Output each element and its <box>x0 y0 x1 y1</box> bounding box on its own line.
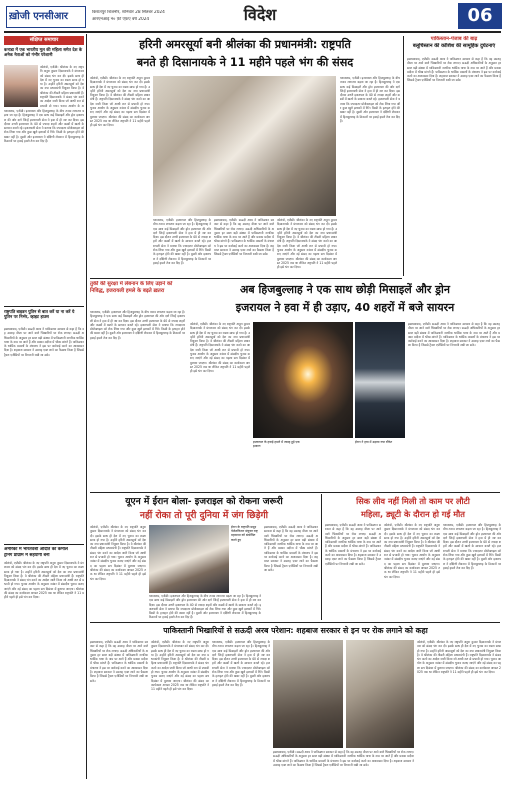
srilanka-rule-right <box>403 36 404 276</box>
story-iran <box>90 494 318 620</box>
missile-body-3: इस्लामाबाद, एजेंसी। सऊदी अरब ने पाकिस्तान सरकार से कहा है कि वह उमराह वीजा पर आने वाले भिखारियों पर रोक लगाए। सऊदी अधिकारियों के अनुसार हर साल बड़ी संख्या में पाकिस्तानी नागरिक धार्मिक यात्रा के नाम पर आते हैं और मक्का मदीना में भीख मांगते हैं। पाकिस्तान के धार्मिक मामलों के मंत्रालय ने इस पर कार्रवाई करने का आश्वासन दिया है। शहबाज सरकार ने उमराह एक्ट लाने का फैसला किया है जिससे ट्रैवल एजेंसियों पर निगरानी रखी जा सके। <box>408 322 500 348</box>
iran-headline-1: यूएन में ईरान बोला- इजराइल को रोकना जरूरी <box>125 496 283 507</box>
iran-caption: ईरान के राष्ट्रपति मसूद पेजेशकियन संयुक्त राष्ट्र महासभा को संबोधित करते हुए <box>231 525 258 542</box>
brief-tag: संक्षिप्त समाचार <box>29 37 59 43</box>
brief-3-headline: अमेरिका में भारतवंशी अदिति का कमाल <box>4 547 68 552</box>
rule-mid-1 <box>90 278 402 279</box>
beggars-photo-1 <box>273 640 343 748</box>
srilanka-photo <box>153 76 336 216</box>
sick-body-1: इस्लामाबाद, एजेंसी। सऊदी अरब ने पाकिस्तान सरकार से कहा है कि वह उमराह वीजा पर आने वाले भिखारियों पर रोक लगाए। सऊदी अधिकारियों के अनुसार हर साल बड़ी संख्या में पाकिस्तानी नागरिक धार्मिक यात्रा के नाम पर आते हैं और मक्का मदीना में भीख मांगते हैं। पाकिस्तान के धार्मिक मामलों के मंत्रालय ने इस पर कार्रवाई करने का आश्वासन दिया है। शहबाज सरकार ने उमराह एक्ट लाने का फैसला किया है जिससे ट्रैवल एजेंसियों पर निगरानी रखी जा सके। <box>325 523 381 566</box>
srilanka-body-1: कोलंबो, एजेंसी। श्रीलंका के नए राष्ट्रपति अनुरा कुमार दिसानायके ने मंगलवार को संसद भंग कर दी। इसके साथ ही देश में नए चुनाव का रास्ता साफ हो गया है। उन्होंने हरिनी अमरसूर्या को देश का नया प्रधानमंत्री नियुक्त किया है। वे श्रीलंका की तीसरी महिला प्रधानमंत्री हैं। राष्ट्रपति दिसानायके ने संसद भंग करने का आदेश जारी किया जो आधी रात से प्रभावी हो गया। चुनाव आयोग के अनुसार नवंबर में संसदीय चुनाव कराए जाएंगे और नई संसद का पहला सत्र दिसंबर में बुलाया जाएगा। श्रीलंका की संसद का कार्यकाल अगस्त 2025 तक था लेकिन राष्ट्रपति ने 11 महीने पहले ही इसे भंग कर दिया। <box>90 76 150 128</box>
srilanka-body-2: यरूशलम, एजेंसी। इजरायल और हिजबुल्लाह के बीच तनाव लगातार बढ़ता जा रहा है। हिजबुल्लाह ने एक साथ कई मिसाइलें और ड्रोन इजरायल की ओर दागे जिन्हें इजरायली सेना ने हवा में ही नष्ट कर दिया। इस दौरान उत्तरी इजरायल के 40 से ज्यादा शहरों और कस्बों में खतरे के सायरन बजते रहे। इजरायली सेना ने बताया कि ज्यादातर प्रोजेक्टाइल को रोक लिया गया और कुछ खुले इलाकों में गिरे। किसी के हताहत होने की खबर नहीं है। दूसरी ओर इजरायल ने दक्षिणी लेबनान में हिजबुल्लाह के ठिकानों पर हवाई हमले तेज कर दिए हैं। <box>153 218 211 265</box>
page-number: 06 <box>467 5 493 26</box>
sick-body-2: कोलंबो, एजेंसी। श्रीलंका के नए राष्ट्रपति अनुरा कुमार दिसानायके ने मंगलवार को संसद भंग कर दी। इसके साथ ही देश में नए चुनाव का रास्ता साफ हो गया है। उन्होंने हरिनी अमरसूर्या को देश का नया प्रधानमंत्री नियुक्त किया है। वे श्रीलंका की तीसरी महिला प्रधानमंत्री हैं। राष्ट्रपति दिसानायके ने संसद भंग करने का आदेश जारी किया जो आधी रात से प्रभावी हो गया। चुनाव आयोग के अनुसार नवंबर में संसदीय चुनाव कराए जाएंगे और नई संसद का पहला सत्र दिसंबर में बुलाया जाएगा। श्रीलंका की संसद का कार्यकाल अगस्त 2025 तक था लेकिन राष्ट्रपति ने 11 महीने पहले ही इसे भंग कर दिया। <box>384 523 440 579</box>
pak-flood-headline: बलूचिस्तान की कोशिश की सामूहिक दुर्घटनाएं <box>412 43 496 49</box>
srilanka-body-3: इस्लामाबाद, एजेंसी। सऊदी अरब ने पाकिस्तान सरकार से कहा है कि वह उमराह वीजा पर आने वाले भिखारियों पर रोक लगाए। सऊदी अधिकारियों के अनुसार हर साल बड़ी संख्या में पाकिस्तानी नागरिक धार्मिक यात्रा के नाम पर आते हैं और मक्का मदीना में भीख मांगते हैं। पाकिस्तान के धार्मिक मामलों के मंत्रालय ने इस पर कार्रवाई करने का आश्वासन दिया है। शहबाज सरकार ने उमराह एक्ट लाने का फैसला किया है जिससे ट्रैवल एजेंसियों पर निगरानी रखी जा सके। <box>214 218 274 257</box>
iran-body-1: कोलंबो, एजेंसी। श्रीलंका के नए राष्ट्रपति अनुरा कुमार दिसानायके ने मंगलवार को संसद भंग कर दी। इसके साथ ही देश में नए चुनाव का रास्ता साफ हो गया है। उन्होंने हरिनी अमरसूर्या को देश का नया प्रधानमंत्री नियुक्त किया है। वे श्रीलंका की तीसरी महिला प्रधानमंत्री हैं। राष्ट्रपति दिसानायके ने संसद भंग करने का आदेश जारी किया जो आधी रात से प्रभावी हो गया। चुनाव आयोग के अनुसार नवंबर में संसदीय चुनाव कराए जाएंगे और नई संसद का पहला सत्र दिसंबर में बुलाया जाएगा। श्रीलंका की संसद का कार्यकाल अगस्त 2025 तक था लेकिन राष्ट्रपति ने 11 महीने पहले ही इसे भंग कर दिया। <box>90 525 146 581</box>
brief-3-body: कोलंबो, एजेंसी। श्रीलंका के नए राष्ट्रपति अनुरा कुमार दिसानायके ने मंगलवार को संसद भंग कर दी। इसके साथ ही देश में नए चुनाव का रास्ता साफ हो गया है। उन्होंने हरिनी अमरसूर्या को देश का नया प्रधानमंत्री नियुक्त किया है। वे श्रीलंका की तीसरी महिला प्रधानमंत्री हैं। राष्ट्रपति दिसानायके ने संसद भंग करने का आदेश जारी किया जो आधी रात से प्रभावी हो गया। चुनाव आयोग के अनुसार नवंबर में संसदीय चुनाव कराए जाएंगे और नई संसद का पहला सत्र दिसंबर में बुलाया जाएगा। श्रीलंका की संसद का कार्यकाल अगस्त 2025 तक था लेकिन राष्ट्रपति ने 11 महीने पहले ही इसे भंग कर दिया। <box>4 561 84 600</box>
iran-headline-2: नहीं रोका तो पूरी दुनिया में जंग छिड़ेगी <box>139 510 269 521</box>
sick-headline-1: सिक लीव नहीं मिली तो काम पर लौटी <box>356 496 470 506</box>
missile-kicker: तुर्की की सुरक्षा में लेबनान के लिए उड़ाने को निविद्ध, इजरायली हमले के बढ़ते ख़तरा <box>90 281 173 294</box>
left-column-rule <box>86 34 87 779</box>
brief-2-body: इस्लामाबाद, एजेंसी। सऊदी अरब ने पाकिस्तान सरकार से कहा है कि वह उमराह वीजा पर आने वाले भिखारियों पर रोक लगाए। सऊदी अधिकारियों के अनुसार हर साल बड़ी संख्या में पाकिस्तानी नागरिक धार्मिक यात्रा के नाम पर आते हैं और मक्का मदीना में भीख मांगते हैं। पाकिस्तान के धार्मिक मामलों के मंत्रालय ने इस पर कार्रवाई करने का आश्वासन दिया है। शहबाज सरकार ने उमराह एक्ट लाने का फैसला किया है जिससे ट्रैवल एजेंसियों पर निगरानी रखी जा सके। <box>4 327 84 357</box>
srilanka-body-4: कोलंबो, एजेंसी। श्रीलंका के नए राष्ट्रपति अनुरा कुमार दिसानायके ने मंगलवार को संसद भंग कर दी। इसके साथ ही देश में नए चुनाव का रास्ता साफ हो गया है। उन्होंने हरिनी अमरसूर्या को देश का नया प्रधानमंत्री नियुक्त किया है। वे श्रीलंका की तीसरी महिला प्रधानमंत्री हैं। राष्ट्रपति दिसानायके ने संसद भंग करने का आदेश जारी किया जो आधी रात से प्रभावी हो गया। चुनाव आयोग के अनुसार नवंबर में संसदीय चुनाव कराए जाएंगे और नई संसद का पहला सत्र दिसंबर में बुलाया जाएगा। श्रीलंका की संसद का कार्यकाल अगस्त 2025 तक था लेकिन राष्ट्रपति ने 11 महीने पहले ही इसे भंग कर दिया। <box>277 218 337 270</box>
section-title: विदेश <box>243 5 277 24</box>
missile-caption-1: इजरायल के हवाई हमले में तबाह हुई एक इमारत <box>253 440 300 449</box>
masthead <box>0 0 505 34</box>
missile-photo-2b <box>355 322 405 438</box>
brief-divider-1 <box>4 306 84 307</box>
srilanka-headline-2: बनते ही दिसानायके ने 11 महीने पहले भंग की संसद <box>136 56 354 69</box>
iran-body-2: यरूशलम, एजेंसी। इजरायल और हिजबुल्लाह के बीच तनाव लगातार बढ़ता जा रहा है। हिजबुल्लाह ने एक साथ कई मिसाइलें और ड्रोन इजरायल की ओर दागे जिन्हें इजरायली सेना ने हवा में ही नष्ट कर दिया। इस दौरान उत्तरी इजरायल के 40 से ज्यादा शहरों और कस्बों में खतरे के सायरन बजते रहे। इजरायली सेना ने बताया कि ज्यादातर प्रोजेक्टाइल को रोक लिया गया और कुछ खुले इलाकों में गिरे। किसी के हताहत होने की खबर नहीं है। दूसरी ओर इजरायल ने दक्षिणी लेबनान में हिजबुल्लाह के ठिकानों पर हवाई हमले तेज कर दिए हैं। <box>149 594 261 619</box>
brief-1-body-cont: यरूशलम, एजेंसी। इजरायल और हिजबुल्लाह के बीच तनाव लगातार बढ़ता जा रहा है। हिजबुल्लाह ने एक साथ कई मिसाइलें और ड्रोन इजरायल की ओर दागे जिन्हें इजरायली सेना ने हवा में ही नष्ट कर दिया। इस दौरान उत्तरी इजरायल के 40 से ज्यादा शहरों और कस्बों में खतरे के सायरन बजते रहे। इजरायली सेना ने बताया कि ज्यादातर प्रोजेक्टाइल को रोक लिया गया और कुछ खुले इलाकों में गिरे। किसी के हताहत होने की खबर नहीं है। दूसरी ओर इजरायल ने दक्षिणी लेबनान में हिजबुल्लाह के ठिकानों पर हवाई हमले तेज कर दिए हैं। <box>4 109 84 144</box>
sick-headline-2: महिला, ड्यूटी के दौरान हो गई मौत <box>361 509 465 519</box>
sick-body-3: यरूशलम, एजेंसी। इजरायल और हिजबुल्लाह के बीच तनाव लगातार बढ़ता जा रहा है। हिजबुल्लाह ने एक साथ कई मिसाइलें और ड्रोन इजरायल की ओर दागे जिन्हें इजरायली सेना ने हवा में ही नष्ट कर दिया। इस दौरान उत्तरी इजरायल के 40 से ज्यादा शहरों और कस्बों में खतरे के सायरन बजते रहे। इजरायली सेना ने बताया कि ज्यादातर प्रोजेक्टाइल को रोक लिया गया और कुछ खुले इलाकों में गिरे। किसी के हताहत होने की खबर नहीं है। दूसरी ओर इजरायल ने दक्षिणी लेबनान में हिजबुल्लाह के ठिकानों पर हवाई हमले तेज कर दिए हैं। <box>443 523 501 570</box>
rule-mid-2 <box>90 492 500 493</box>
srilanka-headline-1: हरिनी अमरसूर्या बनी श्रीलंका की प्रधानमंत्री: राष्ट्रपति <box>139 38 351 51</box>
beggars-body-4: इस्लामाबाद, एजेंसी। सऊदी अरब ने पाकिस्तान सरकार से कहा है कि वह उमराह वीजा पर आने वाले भिखारियों पर रोक लगाए। सऊदी अधिकारियों के अनुसार हर साल बड़ी संख्या में पाकिस्तानी नागरिक धार्मिक यात्रा के नाम पर आते हैं और मक्का मदीना में भीख मांगते हैं। पाकिस्तान के धार्मिक मामलों के मंत्रालय ने इस पर कार्रवाई करने का आश्वासन दिया है। शहबाज सरकार ने उमराह एक्ट लाने का फैसला किया है जिससे ट्रैवल एजेंसियों पर निगरानी रखी जा सके। <box>273 750 414 767</box>
masthead-dateline: किरातपुर बिजनौर, शनिवार 28 सितंबर 2024 <box>92 10 165 15</box>
beggars-body-5: कोलंबो, एजेंसी। श्रीलंका के नए राष्ट्रपति अनुरा कुमार दिसानायके ने मंगलवार को संसद भंग कर दी। इसके साथ ही देश में नए चुनाव का रास्ता साफ हो गया है। उन्होंने हरिनी अमरसूर्या को देश का नया प्रधानमंत्री नियुक्त किया है। वे श्रीलंका की तीसरी महिला प्रधानमंत्री हैं। राष्ट्रपति दिसानायके ने संसद भंग करने का आदेश जारी किया जो आधी रात से प्रभावी हो गया। चुनाव आयोग के अनुसार नवंबर में संसदीय चुनाव कराए जाएंगे और नई संसद का पहला सत्र दिसंबर में बुलाया जाएगा। श्रीलंका की संसद का कार्यकाल अगस्त 2025 तक था लेकिन राष्ट्रपति ने 11 महीने पहले ही इसे भंग कर दिया। <box>417 640 501 675</box>
beggars-body-2: कोलंबो, एजेंसी। श्रीलंका के नए राष्ट्रपति अनुरा कुमार दिसानायके ने मंगलवार को संसद भंग कर दी। इसके साथ ही देश में नए चुनाव का रास्ता साफ हो गया है। उन्होंने हरिनी अमरसूर्या को देश का नया प्रधानमंत्री नियुक्त किया है। वे श्रीलंका की तीसरी महिला प्रधानमंत्री हैं। राष्ट्रपति दिसानायके ने संसद भंग करने का आदेश जारी किया जो आधी रात से प्रभावी हो गया। चुनाव आयोग के अनुसार नवंबर में संसदीय चुनाव कराए जाएंगे और नई संसद का पहला सत्र दिसंबर में बुलाया जाएगा। श्रीलंका की संसद का कार्यकाल अगस्त 2025 तक था लेकिन राष्ट्रपति ने 11 महीने पहले ही इसे भंग कर दिया। <box>151 640 209 692</box>
missile-body-1: यरूशलम, एजेंसी। इजरायल और हिजबुल्लाह के बीच तनाव लगातार बढ़ता जा रहा है। हिजबुल्लाह ने एक साथ कई मिसाइलें और ड्रोन इजरायल की ओर दागे जिन्हें इजरायली सेना ने हवा में ही नष्ट कर दिया। इस दौरान उत्तरी इजरायल के 40 से ज्यादा शहरों और कस्बों में खतरे के सायरन बजते रहे। इजरायली सेना ने बताया कि ज्यादातर प्रोजेक्टाइल को रोक लिया गया और कुछ खुले इलाकों में गिरे। किसी के हताहत होने की खबर नहीं है। दूसरी ओर इजरायल ने दक्षिणी लेबनान में हिजबुल्लाह के ठिकानों पर हवाई हमले तेज कर दिए हैं। <box>90 310 185 340</box>
brief-1-body: कोलंबो, एजेंसी। श्रीलंका के नए राष्ट्रपति अनुरा कुमार दिसानायके ने मंगलवार को संसद भंग कर दी। इसके साथ ही देश में नए चुनाव का रास्ता साफ हो गया है। उन्होंने हरिनी अमरसूर्या को देश का नया प्रधानमंत्री नियुक्त किया है। वे श्रीलंका की तीसरी महिला प्रधानमंत्री हैं। राष्ट्रपति दिसानायके ने संसद भंग करने का आदेश जारी किया जो आधी रात से प्रभावी हो गया। चुनाव आयोग के अ <box>40 65 84 107</box>
missile-headline-1: अब हिजबुल्लाह ने एक साथ छोड़ी मिसाइलें और ड्रोन <box>240 283 450 296</box>
masthead-logo: ख़ोजी एनसीआर <box>9 11 69 22</box>
beggars-body-1: इस्लामाबाद, एजेंसी। सऊदी अरब ने पाकिस्तान सरकार से कहा है कि वह उमराह वीजा पर आने वाले भिखारियों पर रोक लगाए। सऊदी अधिकारियों के अनुसार हर साल बड़ी संख्या में पाकिस्तानी नागरिक धार्मिक यात्रा के नाम पर आते हैं और मक्का मदीना में भीख मांगते हैं। पाकिस्तान के धार्मिक मामलों के मंत्रालय ने इस पर कार्रवाई करने का आश्वासन दिया है। शहबाज सरकार ने उमराह एक्ट लाने का फैसला किया है जिससे ट्रैवल एजेंसियों पर निगरानी रखी जा सके। <box>90 640 148 683</box>
pak-flood-body: इस्लामाबाद, एजेंसी। सऊदी अरब ने पाकिस्तान सरकार से कहा है कि वह उमराह वीजा पर आने वाले भिखारियों पर रोक लगाए। सऊदी अधिकारियों के अनुसार हर साल बड़ी संख्या में पाकिस्तानी नागरिक धार्मिक यात्रा के नाम पर आते हैं और मक्का मदीना में भीख मांगते हैं। पाकिस्तान के धार्मिक मामलों के मंत्रालय ने इस पर कार्रवाई करने का आश्वासन दिया है। शहबाज सरकार ने उमराह एक्ट लाने का फैसला किया है जिससे ट्रैवल एजेंसियों पर निगरानी रखी जा सके। <box>407 57 501 83</box>
beggars-headline: पाकिस्तानी भिखारियों से सऊदी अरब परेशान: शहबाज सरकार से इन पर रोक लगाने को कहा <box>163 626 428 635</box>
beggars-body-3: यरूशलम, एजेंसी। इजरायल और हिजबुल्लाह के बीच तनाव लगातार बढ़ता जा रहा है। हिजबुल्लाह ने एक साथ कई मिसाइलें और ड्रोन इजरायल की ओर दागे जिन्हें इजरायली सेना ने हवा में ही नष्ट कर दिया। इस दौरान उत्तरी इजरायल के 40 से ज्यादा शहरों और कस्बों में खतरे के सायरन बजते रहे। इजरायली सेना ने बताया कि ज्यादातर प्रोजेक्टाइल को रोक लिया गया और कुछ खुले इलाकों में गिरे। किसी के हताहत होने की खबर नहीं है। दूसरी ओर इजरायल ने दक्षिणी लेबनान में हिजबुल्लाह के ठिकानों पर हवाई हमले तेज कर दिए हैं। <box>212 640 270 687</box>
masthead-reg: आरएनआई नं० फ़ी एफ़ए वर्ष 2024 <box>92 17 150 22</box>
story-beggars <box>90 624 501 796</box>
brief-1-headline: कनाडा में एक भारतीय मूल की महिला समेत देश के अनेक नेताओं को गंभीर परेशानी <box>4 47 83 58</box>
brief-2-headline: राष्ट्रपति बाइडन पुतिन से बात करें या ना करें ये पुतिन पर निर्भर, व्हाइट हाउस <box>4 309 75 320</box>
masthead-rule <box>4 31 501 33</box>
missile-body-2: कोलंबो, एजेंसी। श्रीलंका के नए राष्ट्रपति अनुरा कुमार दिसानायके ने मंगलवार को संसद भंग कर दी। इसके साथ ही देश में नए चुनाव का रास्ता साफ हो गया है। उन्होंने हरिनी अमरसूर्या को देश का नया प्रधानमंत्री नियुक्त किया है। वे श्रीलंका की तीसरी महिला प्रधानमंत्री हैं। राष्ट्रपति दिसानायके ने संसद भंग करने का आदेश जारी किया जो आधी रात से प्रभावी हो गया। चुनाव आयोग के अनुसार नवंबर में संसदीय चुनाव कराए जाएंगे और नई संसद का पहला सत्र दिसंबर में बुलाया जाएगा। श्रीलंका की संसद का कार्यकाल अगस्त 2025 तक था लेकिन राष्ट्रपति ने 11 महीने पहले ही इसे भंग कर दिया। <box>190 322 250 374</box>
rule-mid-3 <box>90 622 500 623</box>
iran-body-3: इस्लामाबाद, एजेंसी। सऊदी अरब ने पाकिस्तान सरकार से कहा है कि वह उमराह वीजा पर आने वाले भिखारियों पर रोक लगाए। सऊदी अधिकारियों के अनुसार हर साल बड़ी संख्या में पाकिस्तानी नागरिक धार्मिक यात्रा के नाम पर आते हैं और मक्का मदीना में भीख मांगते हैं। पाकिस्तान के धार्मिक मामलों के मंत्रालय ने इस पर कार्रवाई करने का आश्वासन दिया है। शहबाज सरकार ने उमराह एक्ट लाने का फैसला किया है जिससे ट्रैवल एजेंसियों पर निगरानी रखी जा सके। <box>264 525 318 572</box>
story-sick-leave <box>325 494 501 620</box>
missile-photo-1 <box>253 322 353 438</box>
brief-divider-2 <box>4 544 84 545</box>
brief-1-photo <box>4 65 38 107</box>
pak-flood-kicker: पाकिस्तान-पंजाब की बाढ़ <box>430 36 478 42</box>
missile-caption-2: ईरान ने हवा में उड़ाया गया रॉकेट <box>355 440 393 444</box>
left-column <box>4 34 84 796</box>
iran-rule-right <box>321 494 322 620</box>
srilanka-body-5: यरूशलम, एजेंसी। इजरायल और हिजबुल्लाह के बीच तनाव लगातार बढ़ता जा रहा है। हिजबुल्लाह ने एक साथ कई मिसाइलें और ड्रोन इजरायल की ओर दागे जिन्हें इजरायली सेना ने हवा में ही नष्ट कर दिया। इस दौरान उत्तरी इजरायल के 40 से ज्यादा शहरों और कस्बों में खतरे के सायरन बजते रहे। इजरायली सेना ने बताया कि ज्यादातर प्रोजेक्टाइल को रोक लिया गया और कुछ खुले इलाकों में गिरे। किसी के हताहत होने की खबर नहीं है। दूसरी ओर इजरायल ने दक्षिणी लेबनान में हिजबुल्लाह के ठिकानों पर हवाई हमले तेज कर दिए हैं। <box>340 76 400 123</box>
missile-headline-2: इजरायल ने हवा में ही उड़ाए, 40 शहरों में बजे सायरन <box>235 301 455 314</box>
iran-photo <box>149 525 229 593</box>
brief-3-subhead: ट्रेनिंग प्रोग्राम में सहयोगी बनी <box>4 553 50 558</box>
story-srilanka <box>90 36 400 276</box>
beggars-photo-2 <box>346 640 414 748</box>
story-missile <box>90 280 500 490</box>
